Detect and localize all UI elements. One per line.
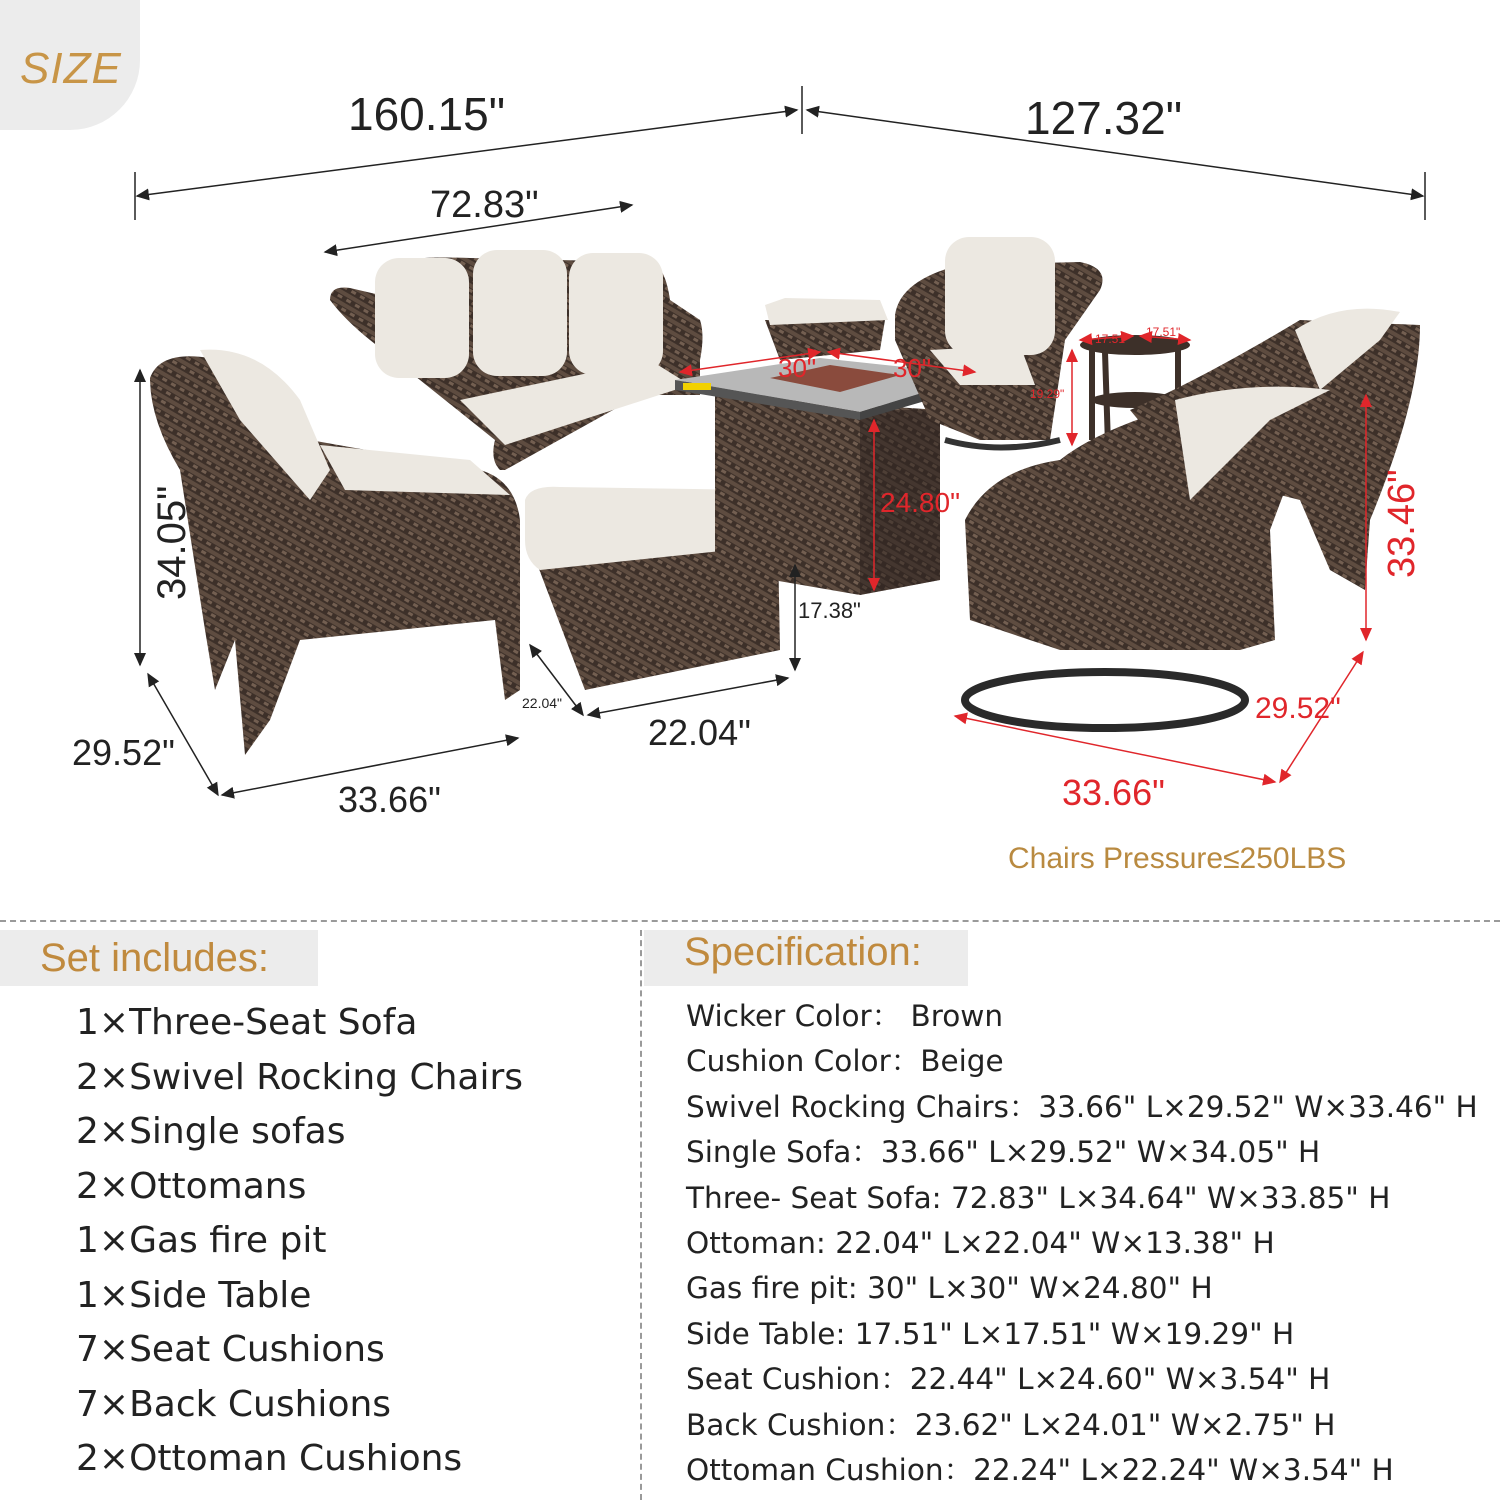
- set-item: 1×Side Table: [76, 1274, 312, 1316]
- dim-three-seat-sofa-length: 72.83": [430, 184, 539, 226]
- spec-item: Cushion Color：Beige: [686, 1044, 1004, 1079]
- size-label: SIZE: [20, 44, 122, 93]
- set-item: 2×Swivel Rocking Chairs: [76, 1056, 524, 1098]
- spec-item: Single Sofa：33.66" L×29.52" W×34.05" H: [686, 1135, 1321, 1170]
- set-item: 1×Gas fire pit: [76, 1220, 327, 1261]
- dim-ottoman-height: 17.38": [798, 598, 861, 623]
- dim-ottoman-width: 22.04": [522, 695, 563, 711]
- set-item: 2×Ottomans: [76, 1165, 307, 1207]
- ottoman-back: [765, 298, 888, 360]
- dim-side-table-width: 17.51": [1146, 325, 1181, 339]
- set-item: 1×Three-Seat Sofa: [76, 1002, 418, 1043]
- spec-item: Swivel Rocking Chairs：33.66" L×29.52" W×33.46" H: [686, 1089, 1478, 1124]
- set-item: 2×Single sofas: [76, 1111, 346, 1152]
- set-item: 2×Ottoman Cushions: [76, 1438, 463, 1479]
- dim-ottoman-length: 22.04": [648, 712, 751, 753]
- set-includes-list: [76, 996, 523, 1487]
- set-includes-header: Set includes:: [40, 936, 270, 980]
- spec-item: Gas fire pit: 30" L×30" W×24.80" H: [686, 1271, 1213, 1306]
- three-seat-sofa: [330, 250, 703, 470]
- dim-single-sofa-width: 29.52": [72, 732, 175, 773]
- set-item: 7×Seat Cushions: [76, 1329, 385, 1370]
- dim-fire-pit-height: 24.80": [880, 487, 961, 518]
- spec-item: Wicker Color： Brown: [686, 999, 1004, 1033]
- chairs-pressure-note: Chairs Pressure≤250LBS: [1008, 842, 1347, 875]
- set-item: 7×Back Cushions: [76, 1383, 392, 1425]
- section-divider-vertical: [640, 930, 642, 1500]
- spec-item: Ottoman: 22.04" L×22.04" W×13.38" H: [686, 1225, 1275, 1260]
- spec-item: Seat Cushion：22.44" L×24.60" W×3.54" H: [686, 1362, 1331, 1397]
- spec-item: Back Cushion：23.62" L×24.01" W×2.75" H: [686, 1407, 1336, 1442]
- spec-item: Ottoman Cushion：22.24" L×22.24" W×3.54" H: [686, 1452, 1394, 1487]
- dim-swivel-length: 33.66": [1062, 772, 1165, 813]
- dim-single-sofa-height: 34.05": [150, 485, 194, 600]
- dim-side-table-length: 17.51": [1095, 332, 1130, 346]
- spec-item: Three- Seat Sofa: 72.83" L×34.64" W×33.85" H: [686, 1180, 1391, 1215]
- dim-fire-pit-length: 30": [778, 353, 817, 383]
- spec-item: Side Table: 17.51" L×17.51" W×19.29" H: [686, 1316, 1295, 1351]
- dim-total-left-width: 160.15": [348, 88, 506, 140]
- dim-single-sofa-length: 33.66": [338, 779, 441, 820]
- dim-side-table-height: 19.29": [1030, 387, 1065, 401]
- dim-fire-pit-width: 30": [893, 353, 932, 383]
- dim-swivel-width: 29.52": [1255, 692, 1341, 725]
- dim-total-right-width: 127.32": [1025, 92, 1183, 144]
- dim-swivel-height: 33.46": [1381, 469, 1423, 578]
- section-divider-horizontal: [0, 920, 1500, 922]
- specification-header: Specification:: [684, 930, 922, 974]
- specification-list: [686, 994, 1486, 1493]
